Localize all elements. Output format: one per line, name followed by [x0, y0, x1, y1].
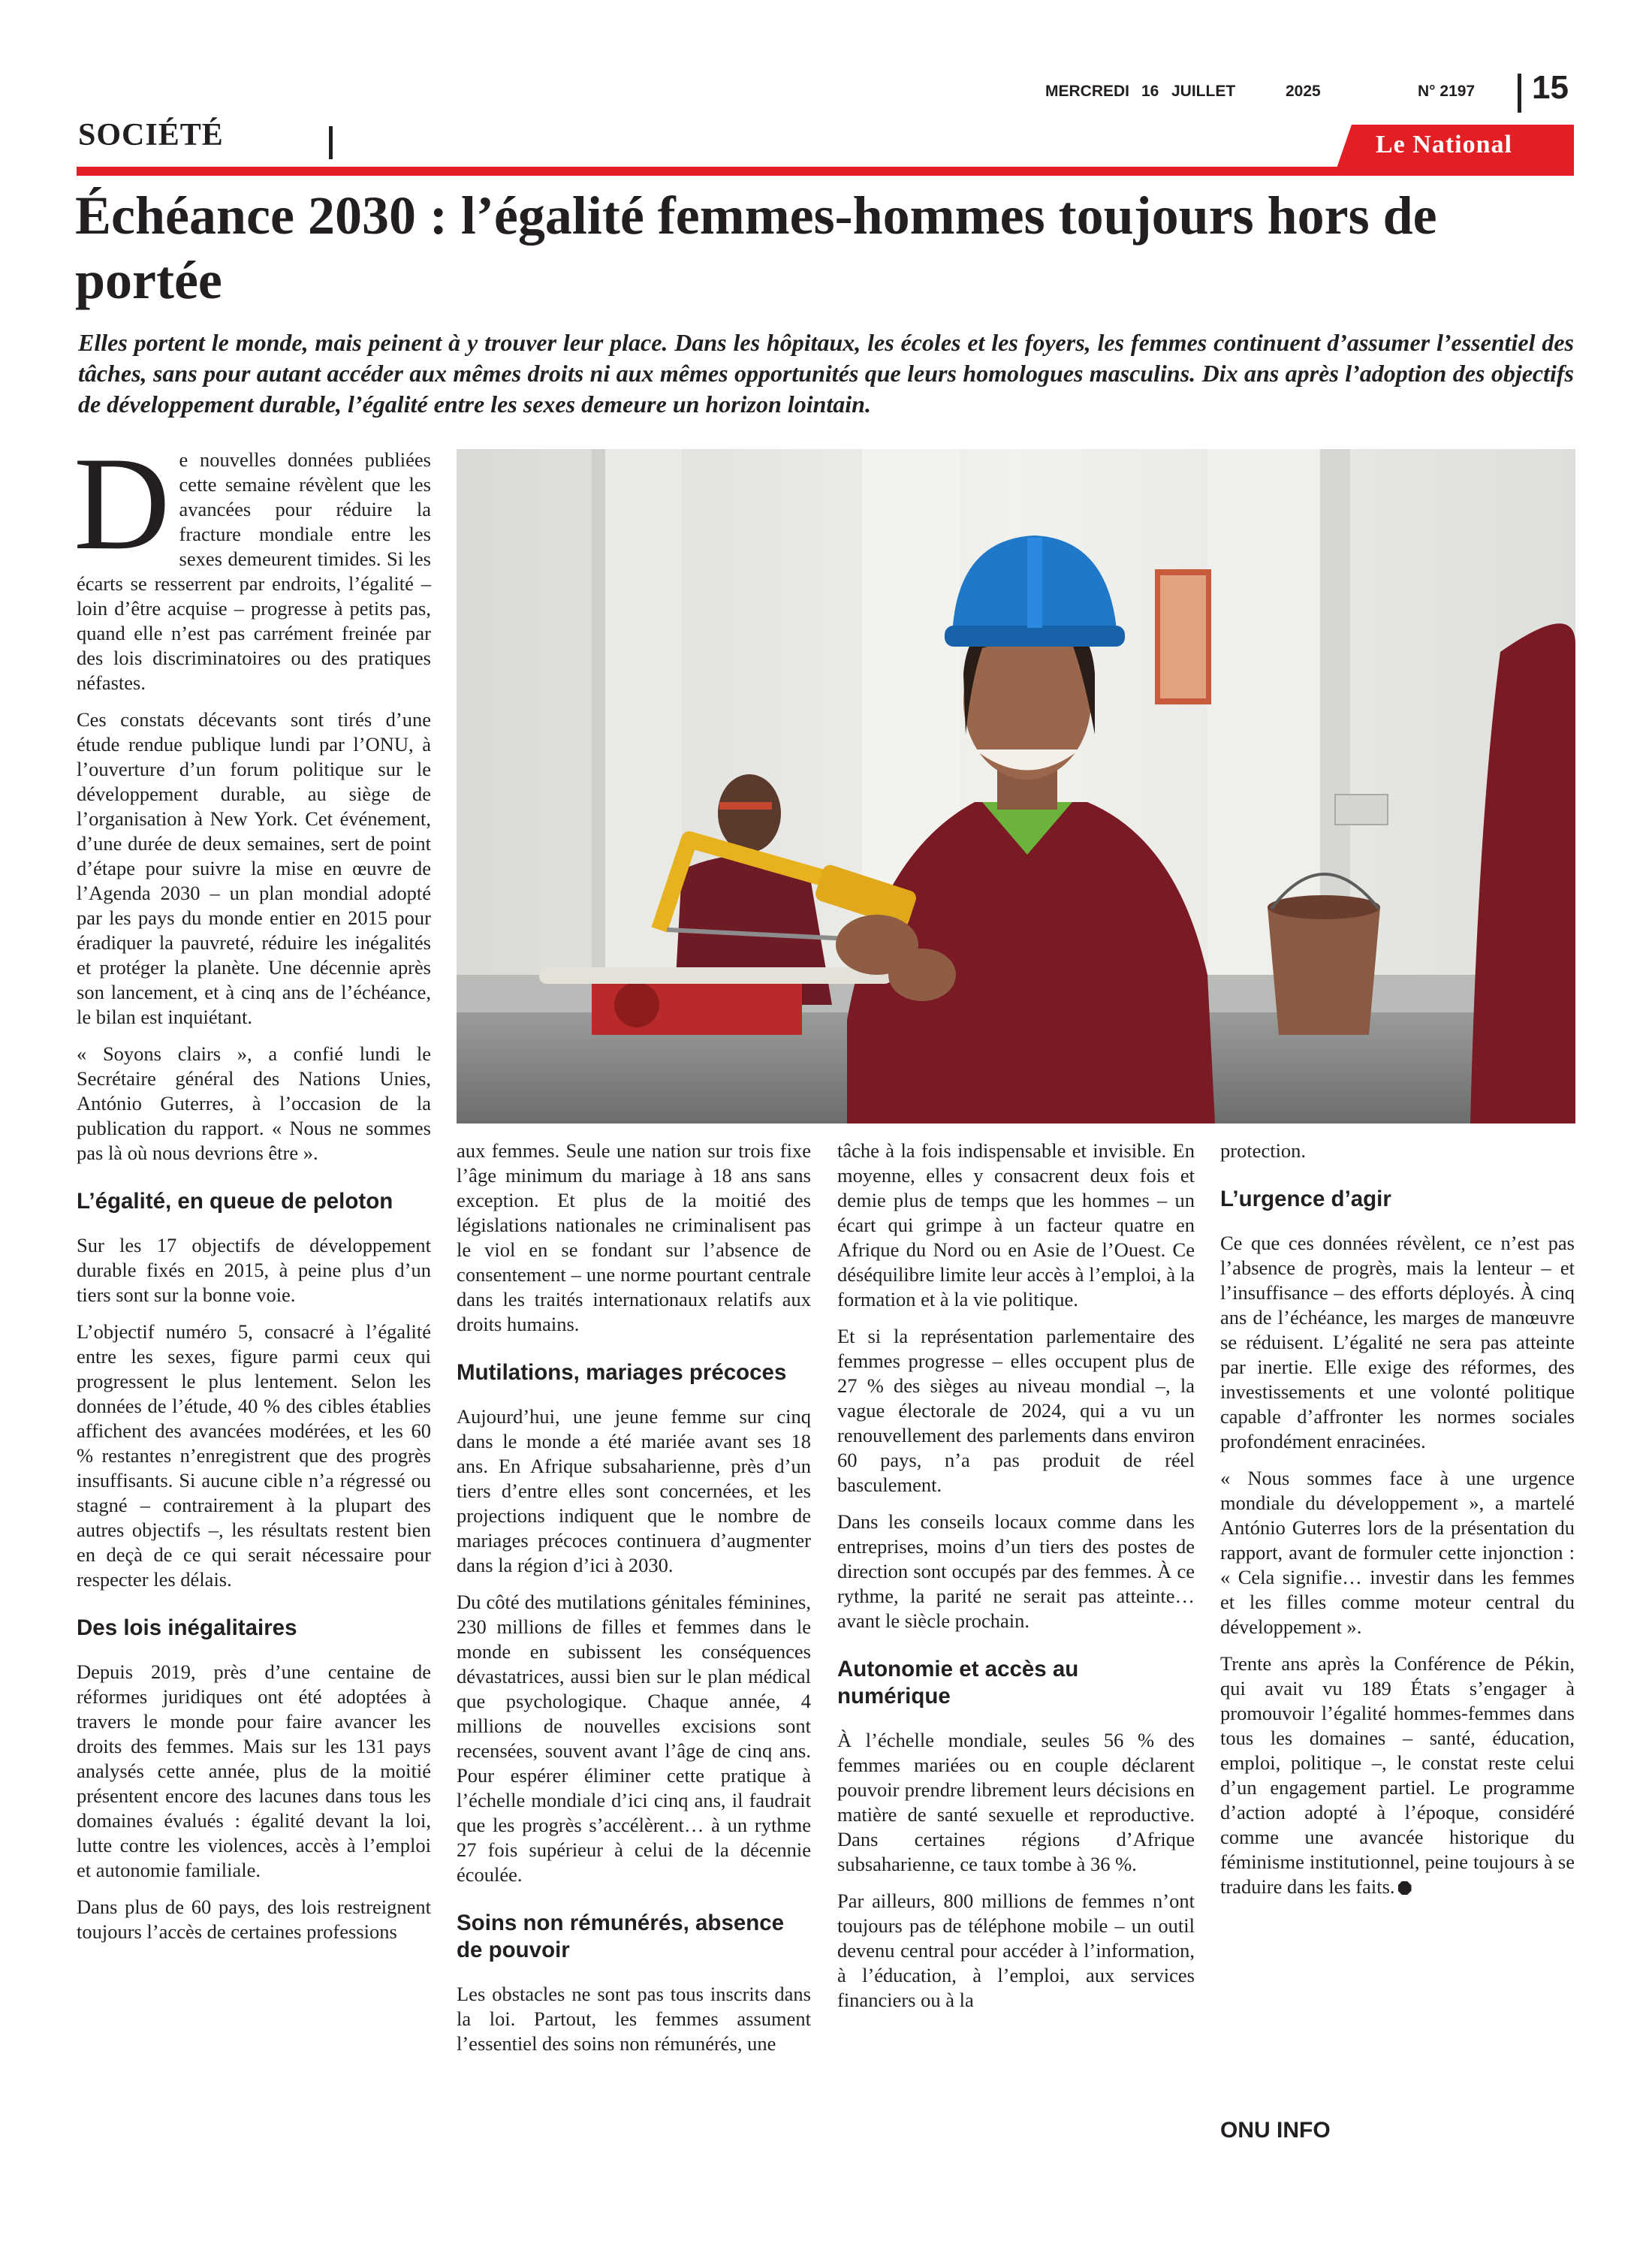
- subheading: L’urgence d’agir: [1220, 1187, 1391, 1211]
- paragraph: tâche à la fois indispensable et invisible. En moyenne, elles y consacrent deux fois et demie plus de temps que les hommes – un écart qui grimpe à un facteur quatre en Afrique du Nord ou en Asie de l’Ouest. Ce déséquilibre limite leur accès à l’emploi, à la formation et à la vie politique.: [837, 1139, 1195, 1310]
- article-column-4: [1220, 1139, 1575, 1911]
- article-column-2: [457, 1139, 811, 2068]
- end-of-article-icon: [1398, 1881, 1412, 1895]
- newspaper-name: Le National: [1376, 131, 1512, 158]
- paragraph: Les obstacles ne sont pas tous inscrits dans la loi. Partout, les femmes assument l’essentiel des soins non rémunérés, une: [457, 1983, 811, 2055]
- paragraph: aux femmes. Seule une nation sur trois fixe l’âge minimum du mariage à 18 ans sans exception. Et plus de la moitié des législations nationales ne criminalisent pas le viol en se fondant sur l’absence de consentement – une norme pourtant centrale dans les traités internationaux relatifs aux droits humains.: [457, 1139, 811, 1335]
- paragraph: De nouvelles données publiées cette semaine révèlent que les avancées pour réduire la fracture mondiale entre les sexes demeurent timides. Si les écarts se resserrent par endroits, l’égalité – loin d’être acquise – progresse à petits pas, quand elle n’est pas carrément freinée par des lois discriminatoires ou des pratiques néfastes.: [74, 429, 431, 694]
- subheading: L’égalité, en queue de peloton: [77, 1189, 393, 1214]
- page-number: 15: [1532, 69, 1569, 106]
- subheading: Soins non rémunérés, absence de pouvoir: [457, 1911, 785, 1962]
- dateline-year: 2025: [1286, 83, 1321, 100]
- section-divider: [329, 126, 333, 159]
- paragraph: À l’échelle mondiale, seules 56 % des femmes mariées ou en couple déclarent pouvoir prendre librement leurs décisions en matière de santé sexuelle et reproductive. Dans certaines régions d’Afrique subsaharienne, ce taux tombe à 36 %.: [837, 1729, 1195, 1875]
- dateline-date: 16: [1141, 83, 1159, 100]
- dateline-day: MERCREDI: [1045, 83, 1130, 100]
- drop-cap: D: [74, 429, 170, 578]
- workshop-photo-illustration: [457, 449, 1575, 1123]
- paragraph: Trente ans après la Conférence de Pékin, qui avait vu 189 États s’engager à promouvoir l’égalité hommes-femmes dans tous les domaines – santé, éducation, emploi, politique –, le constat reste celui d’un engagement partiel. Le programme d’action adopté à l’époque, considéré comme une avancée historique du féminisme institutionnel, peine toujours à se traduire dans les faits.: [1220, 1652, 1575, 1898]
- page-number-divider: [1518, 74, 1521, 113]
- paragraph: Depuis 2019, près d’une centaine de réformes juridiques ont été adoptées à travers le monde pour faire avancer les droits des femmes. Mais sur les 131 pays analysés cette année, plus de la moitié présentent encore des lacunes dans tous les domaines évalués : égalité devant la loi, lutte contre les violences, accès à l’emploi et autonomie familiale.: [77, 1660, 431, 1881]
- paragraph: L’objectif numéro 5, consacré à l’égalité entre les sexes, figure parmi ceux qui progressent le plus lentement. Selon les données de l’étude, 40 % des cibles établies affichent des avancées modérées, et les 60 % restantes n’enregistrent que des progrès insuffisants. Si aucune cible n’a régressé ou stagné – contrairement à la plupart des autres objectifs –, les résultats restent bien en deçà de ce qui serait nécessaire pour respecter les délais.: [77, 1320, 431, 1591]
- paragraph: Ce que ces données révèlent, ce n’est pas l’absence de progrès, mais la lenteur – et l’insuffisance – des efforts déployés. À cinq ans de l’échéance, les marges de manœuvre se réduisent. L’égalité ne sera pas atteinte par inertie. Elle exige des réformes, des investissements et une volonté politique capable d’affronter les normes sociales profondément enracinées.: [1220, 1232, 1575, 1452]
- header-rule: [77, 167, 1574, 176]
- subheading: Des lois inégalitaires: [77, 1615, 297, 1640]
- section-label: SOCIÉTÉ: [78, 118, 224, 152]
- paragraph: Par ailleurs, 800 millions de femmes n’ont toujours pas de téléphone mobile – un outil devenu central pour accéder à l’information, à l’éducation, à l’emploi, aux services financiers ou à la: [837, 1890, 1195, 2011]
- paragraph: Aujourd’hui, une jeune femme sur cinq dans le monde a été mariée avant ses 18 ans. En Afrique subsaharienne, près d’un tiers d’entre elles sont concernées, et les projections indiquent que le nombre de mariages précoces continuera d’augmenter dans la région d’ici à 2030.: [457, 1405, 811, 1576]
- paragraph: Sur les 17 objectifs de développement durable fixés en 2015, à peine plus d’un tiers sont sur la bonne voie.: [77, 1234, 431, 1306]
- paragraph: Dans les conseils locaux comme dans les entreprises, moins d’un tiers des postes de direction sont occupés par des femmes. À ce rythme, la parité ne serait pas atteinte… avant le siècle prochain.: [837, 1510, 1195, 1632]
- subheading: Mutilations, mariages précoces: [457, 1360, 787, 1385]
- paragraph: Dans plus de 60 pays, des lois restreignent toujours l’accès de certaines professions: [77, 1896, 431, 1943]
- article-photo: [457, 449, 1575, 1123]
- article-headline: Échéance 2030 : l’égalité femmes-hommes toujours hors de portée: [75, 185, 1437, 310]
- article-column-3: [837, 1139, 1195, 2025]
- paragraph: Ces constats décevants sont tirés d’une étude rendue publique lundi par l’ONU, à l’ouverture d’un forum politique sur le développement durable, au siège de l’organisation à New York. Cet événement, d’une durée de deux semaines, sert de point d’étape pour suivre la mise en œuvre de l’Agenda 2030 – un plan mondial adopté par les pays du monde entier en 2015 pour éradiquer la pauvreté, réduire les inégalités et protéger la planète. Une décennie après son lancement, et à cinq ans de l’échéance, le bilan est inquiétant.: [77, 708, 431, 1028]
- paragraph: Et si la représentation parlementaire des femmes progresse – elles occupent plus de 27 % des sièges au niveau mondial –, la vague électorale de 2024, qui a vu un renouvellement des parlements dans environ 60 pays, n’a pas produit de réel basculement.: [837, 1325, 1195, 1496]
- subheading: Autonomie et accès au numérique: [837, 1657, 1079, 1709]
- paragraph: « Nous sommes face à une urgence mondiale du développement », a martelé António Guterres lors de la présentation du rapport, avant de formuler cette injonction : « Cela signifie… investir dans les femmes et les filles comme moteur central du développement ».: [1220, 1467, 1575, 1638]
- issue-number: N° 2197: [1418, 83, 1476, 100]
- dateline-month: JUILLET: [1171, 83, 1236, 100]
- article-source: ONU INFO: [1220, 2118, 1331, 2143]
- article-lede: Elles portent le monde, mais peinent à y trouver leur place. Dans les hôpitaux, les écoles et les foyers, les femmes continuent d’assumer l’essentiel des tâches, sans pour autant accéder aux mêmes droits ni aux mêmes opportunités que leurs homologues masculins. Dix ans après l’adoption des objectifs de développement durable, l’égalité entre les sexes demeure un horizon lointain.: [78, 329, 1574, 418]
- article-column-1: [74, 429, 431, 1956]
- paragraph: Du côté des mutilations génitales féminines, 230 millions de filles et femmes dans le monde en subissent les conséquences dévastatrices, aussi bien sur le plan médical que psychologique. Chaque année, 4 millions de nouvelles excisions sont recensées, souvent avant l’âge de cinq ans. Pour espérer éliminer cette pratique à l’échelle mondiale d’ici cinq ans, il faudrait que les progrès s’accélèrent… à un rythme 27 fois supérieur à celui de la décennie écoulée.: [457, 1591, 811, 1886]
- paragraph: « Soyons clairs », a confié lundi le Secrétaire général des Nations Unies, António Guterres, à l’occasion de la publication du rapport. « Nous ne sommes pas là où nous devrions être ».: [77, 1042, 431, 1164]
- paragraph: protection.: [1220, 1139, 1307, 1162]
